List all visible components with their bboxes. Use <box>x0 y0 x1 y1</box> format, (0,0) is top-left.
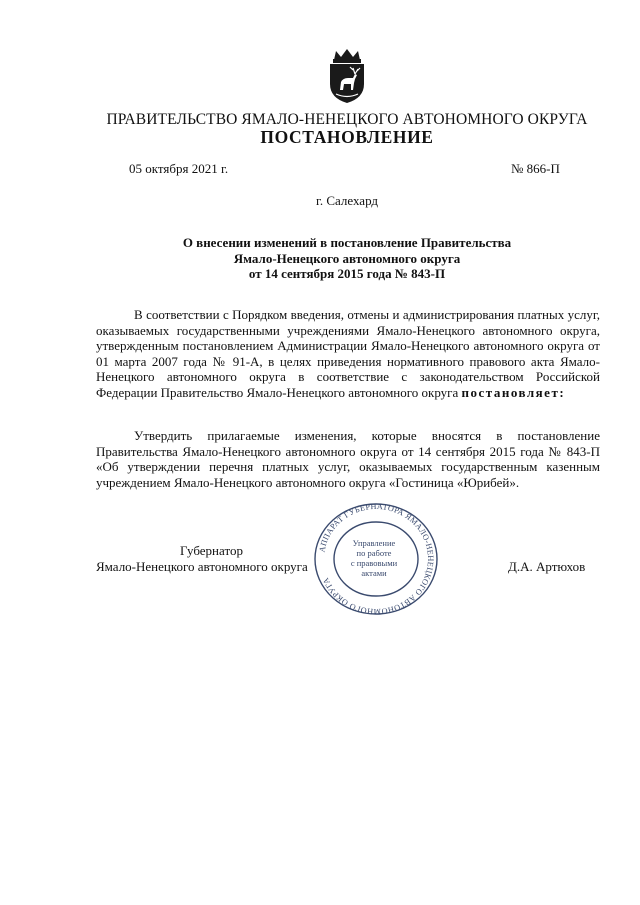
government-name: ПРАВИТЕЛЬСТВО ЯМАЛО-НЕНЕЦКОГО АВТОНОМНОГО ОКРУГА <box>106 111 588 128</box>
signatory-name: Д.А. Артюхов <box>508 559 586 574</box>
signatory-region: Ямало-Ненецкого автономного округа <box>96 558 308 574</box>
stamp-inner-line: по работе <box>356 548 392 558</box>
body-paragraph-2: Утвердить прилагаемые изменения, которые вносятся в постановление Правительства Ямало-Ненецкого автономного округа от 14 сентября 2015 года № 843-П «Об утверждении перечня платных услуг, оказываемых государственным казенным учреждением Ямало-Ненецкого автономного округа «Гостиница «Юрибей». <box>96 428 600 490</box>
body-paragraph-1 <box>96 307 600 400</box>
document-title-line: О внесении изменений в постановление Правительства <box>182 235 512 250</box>
document-title-line: от 14 сентября 2015 года № 843-П <box>248 266 446 281</box>
document-title <box>0 235 640 282</box>
document-city: г. Салехард <box>315 193 379 208</box>
document-title-line: Ямало-Ненецкого автономного округа <box>233 250 461 266</box>
yamal-coat-of-arms-icon <box>326 48 368 104</box>
stamp-inner-line: с правовыми <box>350 558 398 568</box>
paragraph-1-text: В соответствии с Порядком введения, отмены и администрирования платных услуг, оказываемых государственными учреждениями Ямало-Ненецкого автономного округа, утвержденным постановлением Администрации Ямало-Ненецкого автономного округа от 01 марта 2007 года № 91-А, в целях приведения нормативного правового акта Ямало-Ненецкого автономного округа в соответствие с законодательством Российской Федерации Правительство Ямало-Ненецкого автономного округа <box>96 307 600 400</box>
document-date: 05 октября 2021 г. <box>129 161 229 176</box>
stamp-inner-line: актами <box>361 568 387 578</box>
stamp-inner-line: Управление <box>352 538 396 548</box>
document-type: ПОСТАНОВЛЕНИЕ <box>260 127 434 147</box>
document-number: № 866-П <box>511 161 560 176</box>
stamp-outer-text: АППАРАТ ГУБЕРНАТОРА ЯМАЛО-НЕНЕЦКОГО АВТОНОМНОГО ОКРУГА <box>317 502 436 616</box>
signatory-title: Губернатор <box>180 543 243 558</box>
official-stamp <box>312 502 440 616</box>
resolution-keyword: постановляет: <box>461 384 566 400</box>
